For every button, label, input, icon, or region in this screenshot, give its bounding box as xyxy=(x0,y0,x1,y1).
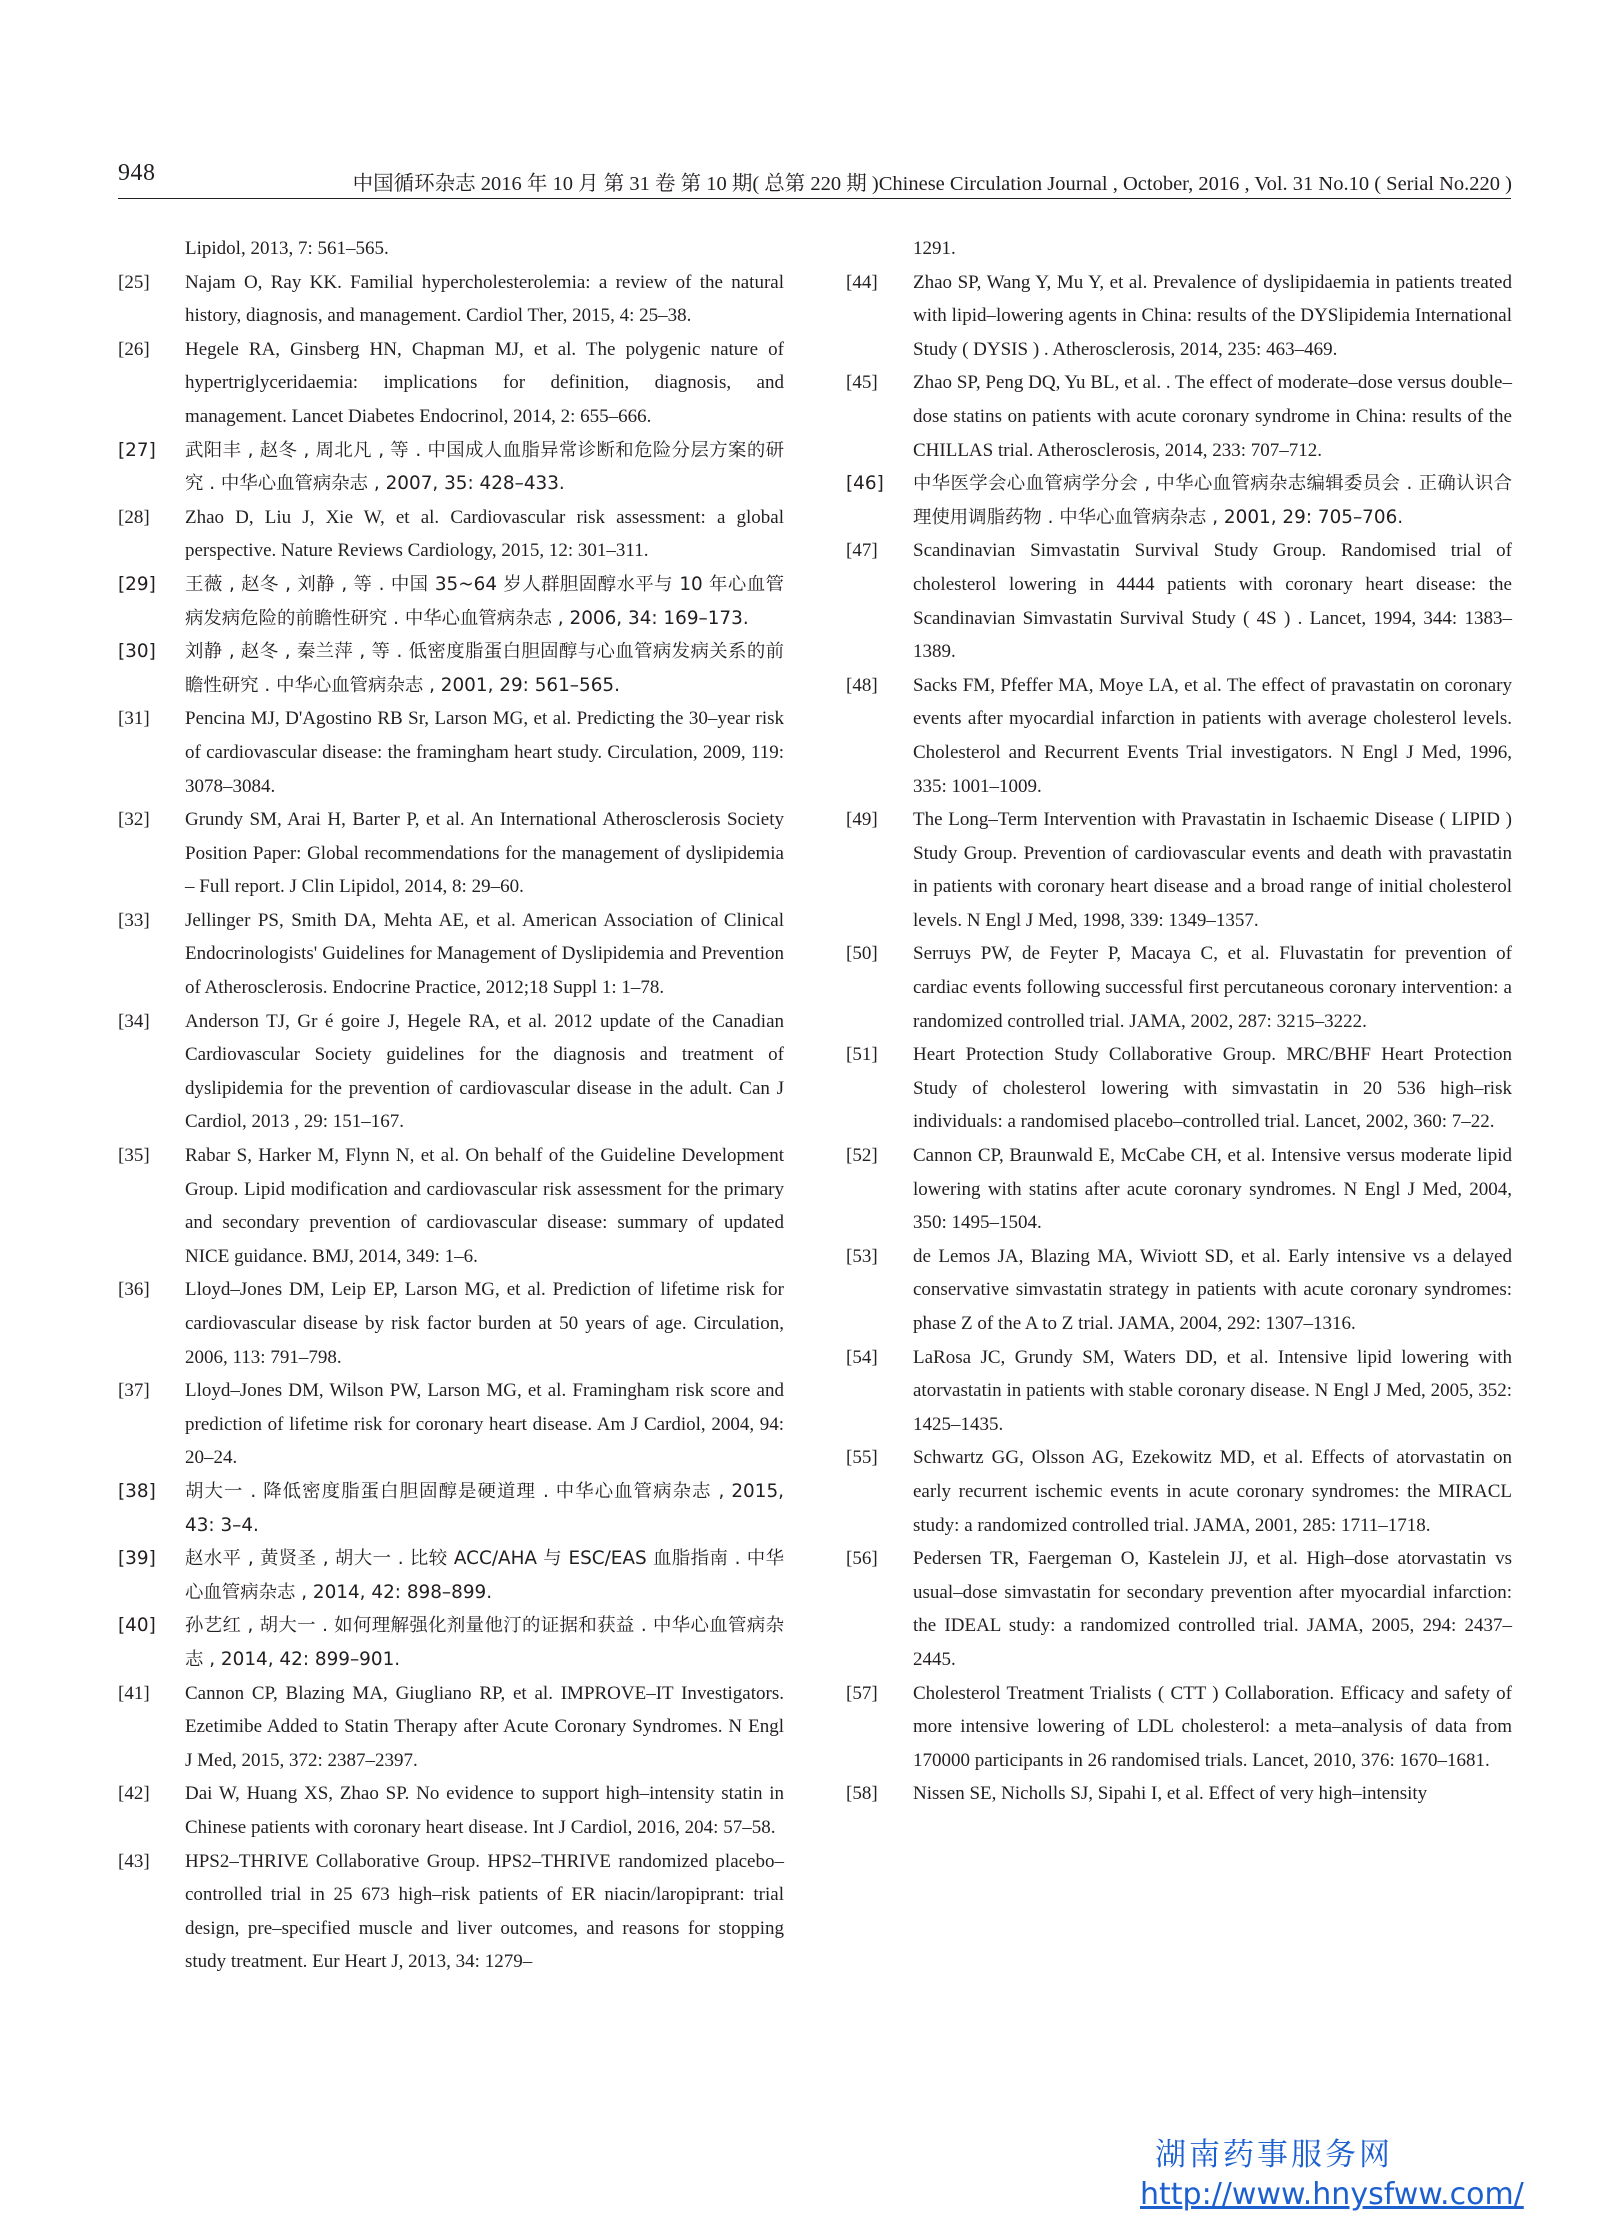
reference-text: Anderson TJ, Gr é goire J, Hegele RA, et al. 2012 update of the Canadian Cardiovascular Society guidelines for the diagnosis and treatment of dyslipidemia for the prevention of cardiovascular disease in the adult. Can J Cardiol, 2013 , 29: 151–167. xyxy=(185,1010,784,1133)
reference-entry xyxy=(846,669,1512,803)
reference-text: Cannon CP, Braunwald E, McCabe CH, et al. Intensive versus moderate lipid lowering with statins after acute coronary syndromes. N Engl J Med, 2004, 350: 1495–1504. xyxy=(913,1145,1512,1234)
reference-entry xyxy=(118,635,784,702)
reference-entry xyxy=(118,1374,784,1475)
reference-entry xyxy=(118,434,784,501)
reference-number: [47] xyxy=(846,540,878,562)
reference-text: Serruys PW, de Feyter P, Macaya C, et al. Fluvastatin for prevention of cardiac events following successful first percutaneous coronary intervention: a randomized controlled trial. JAMA, 2002, 287: 3215–3222. xyxy=(913,943,1512,1032)
reference-entry xyxy=(118,1677,784,1778)
watermark-site-name: 湖南药事服务网 xyxy=(1155,2137,1393,2173)
reference-number: [33] xyxy=(118,909,150,931)
reference-entry xyxy=(118,1845,784,1979)
watermark-url: http://www.hnysfww.com/ xyxy=(1140,2177,1524,2212)
reference-number: [52] xyxy=(846,1145,878,1167)
reference-text: Nissen SE, Nicholls SJ, Sipahi I, et al. Effect of very high–intensity xyxy=(913,1783,1428,1805)
reference-text: Lloyd–Jones DM, Wilson PW, Larson MG, et al. Framingham risk score and prediction of lifetime risk for coronary heart disease. Am J Cardiol, 2004, 94: 20–24. xyxy=(185,1380,784,1469)
reference-entry xyxy=(118,232,784,266)
reference-number: [57] xyxy=(846,1682,878,1704)
reference-entry xyxy=(846,534,1512,668)
reference-text: Heart Protection Study Collaborative Group. MRC/BHF Heart Protection Study of cholesterol lowering with simvastatin in 20 536 high–risk individuals: a randomised placebo–controlled trial. Lancet, 2002, 360: 7–22. xyxy=(913,1044,1512,1133)
reference-number: [37] xyxy=(118,1380,150,1402)
reference-number: [27] xyxy=(118,439,156,461)
reference-number: [31] xyxy=(118,708,150,730)
reference-entry xyxy=(118,702,784,803)
reference-text: Lipidol, 2013, 7: 561–565. xyxy=(185,238,389,259)
reference-text: Rabar S, Harker M, Flynn N, et al. On behalf of the Guideline Development Group. Lipid modification and cardiovascular risk assessment for the primary and secondary prevention of cardiovascular disease: summary of updated NICE guidance. BMJ, 2014, 349: 1–6. xyxy=(185,1145,784,1267)
reference-number: [56] xyxy=(846,1548,878,1570)
reference-entry xyxy=(118,568,784,635)
reference-entry xyxy=(118,266,784,333)
reference-number: [29] xyxy=(118,573,156,595)
reference-number: [35] xyxy=(118,1145,150,1167)
reference-entry xyxy=(846,1542,1512,1676)
reference-text: de Lemos JA, Blazing MA, Wiviott SD, et al. Early intensive vs a delayed conservative simvastatin strategy in patients with acute coronary syndromes: phase Z of the A to Z trial. JAMA, 2004, 292: 1307–1316. xyxy=(913,1245,1512,1334)
reference-entry xyxy=(846,266,1512,367)
reference-text: Grundy SM, Arai H, Barter P, et al. An International Atherosclerosis Society Position Paper: Global recommendations for the management of dyslipidemia – Full report. J Clin Lipidol, 2014, 8: 29–60. xyxy=(185,809,784,898)
reference-entry xyxy=(846,803,1512,937)
reference-text: 赵水平 , 黄贤圣 , 胡大一 . 比较 ACC/AHA 与 ESC/EAS 血脂指南 . 中华心血管病杂志 , 2014, 42: 898–899. xyxy=(185,1548,784,1603)
running-header: 中国循环杂志 2016 年 10 月 第 31 卷 第 10 期( 总第 220 期 )Chinese Circulation Journal , October, 2016 , Vol. 31 No.10 ( Serial No.220 ) xyxy=(352,173,1512,195)
reference-text: Lloyd–Jones DM, Leip EP, Larson MG, et al. Prediction of lifetime risk for cardiovascular disease by risk factor burden at 50 years of age. Circulation, 2006, 113: 791–798. xyxy=(185,1279,784,1368)
reference-text: Jellinger PS, Smith DA, Mehta AE, et al. American Association of Clinical Endocrinologists' Guidelines for Management of Dyslipidemia and Prevention of Atherosclerosis. Endocrine Practice, 2012;18 Suppl 1: 1–78. xyxy=(185,909,784,999)
reference-text: Najam O, Ray KK. Familial hypercholesterolemia: a review of the natural history, diagnosis, and management. Cardiol Ther, 2015, 4: 25–38. xyxy=(185,271,784,327)
reference-number: [45] xyxy=(846,372,878,394)
reference-number: [53] xyxy=(846,1245,878,1267)
reference-entry xyxy=(118,1005,784,1139)
reference-entry xyxy=(118,803,784,904)
reference-entry xyxy=(118,1273,784,1374)
reference-text: Schwartz GG, Olsson AG, Ezekowitz MD, et al. Effects of atorvastatin on early recurrent ischemic events in acute coronary syndromes: the MIRACL study: a randomized controlled trial. JAMA, 2001, 285: 1711–1718. xyxy=(913,1447,1512,1536)
reference-number: [34] xyxy=(118,1010,150,1032)
page-number: 948 xyxy=(118,160,156,186)
reference-number: [36] xyxy=(118,1279,150,1301)
reference-number: [41] xyxy=(118,1682,150,1704)
reference-entry xyxy=(846,1240,1512,1341)
reference-text: 王薇 , 赵冬 , 刘静 , 等 . 中国 35~64 岁人群胆固醇水平与 10 年心血管病发病危险的前瞻性研究 . 中华心血管病杂志 , 2006, 34: 169–173. xyxy=(185,573,784,629)
reference-number: [49] xyxy=(846,809,878,831)
references-left-column xyxy=(118,232,784,1979)
reference-entry xyxy=(846,937,1512,1038)
reference-number: [51] xyxy=(846,1044,878,1066)
reference-number: [58] xyxy=(846,1783,878,1805)
reference-number: [30] xyxy=(118,641,156,663)
reference-number: [42] xyxy=(118,1783,150,1805)
reference-text: Sacks FM, Pfeffer MA, Moye LA, et al. The effect of pravastatin on coronary events after myocardial infarction in patients with average cholesterol levels. Cholesterol and Recurrent Events Trial investigators. N Engl J Med, 1996, 335: 1001–1009. xyxy=(913,674,1512,797)
reference-text: Hegele RA, Ginsberg HN, Chapman MJ, et al. The polygenic nature of hypertriglyceridaemia: implications for definition, diagnosis, and management. Lancet Diabetes Endocrinol, 2014, 2: 655–666. xyxy=(185,338,784,427)
reference-number: [44] xyxy=(846,271,878,293)
reference-number: [28] xyxy=(118,506,150,528)
header-rule xyxy=(118,198,1511,199)
reference-number: [26] xyxy=(118,338,150,360)
reference-text: Scandinavian Simvastatin Survival Study Group. Randomised trial of cholesterol lowering in 4444 patients with coronary heart disease: the Scandinavian Simvastatin Survival Study ( 4S ) . Lancet, 1994, 344: 1383–1389. xyxy=(913,540,1512,663)
reference-entry xyxy=(118,1777,784,1844)
reference-number: [40] xyxy=(118,1615,156,1637)
reference-text: Zhao SP, Peng DQ, Yu BL, et al. . The effect of moderate–dose versus double–dose statins on patients with acute coronary syndrome in China: results of the CHILLAS trial. Atherosclerosis, 2014, 233: 707–712. xyxy=(913,372,1512,461)
reference-text: 1291. xyxy=(913,238,956,259)
reference-entry xyxy=(846,467,1512,534)
reference-entry xyxy=(118,1542,784,1609)
reference-text: Dai W, Huang XS, Zhao SP. No evidence to support high–intensity statin in Chinese patients with coronary heart disease. Int J Cardiol, 2016, 204: 57–58. xyxy=(185,1783,784,1838)
reference-number: [32] xyxy=(118,809,150,831)
reference-entry xyxy=(846,1139,1512,1240)
reference-text: LaRosa JC, Grundy SM, Waters DD, et al. Intensive lipid lowering with atorvastatin in patients with stable coronary disease. N Engl J Med, 2005, 352: 1425–1435. xyxy=(913,1346,1512,1435)
reference-entry xyxy=(118,904,784,1005)
reference-text: Pedersen TR, Faergeman O, Kastelein JJ, et al. High–dose atorvastatin vs usual–dose simvastatin for secondary prevention after myocardial infarction: the IDEAL study: a randomized controlled trial. JAMA, 2005, 294: 2437–2445. xyxy=(913,1548,1512,1670)
reference-entry xyxy=(118,1139,784,1273)
reference-text: 中华医学会心血管病学分会 , 中华心血管病杂志编辑委员会 . 正确认识合理使用调脂药物 . 中华心血管病杂志 , 2001, 29: 705–706. xyxy=(913,473,1512,528)
reference-text: Cholesterol Treatment Trialists ( CTT ) Collaboration. Efficacy and safety of more intensive lowering of LDL cholesterol: a meta–analysis of data from 170000 participants in 26 randomised trials. Lancet, 2010, 376: 1670–1681. xyxy=(913,1682,1512,1771)
reference-entry xyxy=(846,1341,1512,1442)
reference-number: [55] xyxy=(846,1447,878,1469)
reference-text: 武阳丰 , 赵冬 , 周北凡 , 等 . 中国成人血脂异常诊断和危险分层方案的研究 . 中华心血管病杂志 , 2007, 35: 428–433. xyxy=(185,439,784,495)
reference-text: 刘静 , 赵冬 , 秦兰萍 , 等 . 低密度脂蛋白胆固醇与心血管病发病关系的前瞻性研究 . 中华心血管病杂志 , 2001, 29: 561–565. xyxy=(185,641,784,696)
reference-text: Zhao D, Liu J, Xie W, et al. Cardiovascular risk assessment: a global perspective. Nature Reviews Cardiology, 2015, 12: 301–311. xyxy=(185,506,784,562)
reference-text: 孙艺红 , 胡大一 . 如何理解强化剂量他汀的证据和获益 . 中华心血管病杂志 , 2014, 42: 899–901. xyxy=(185,1615,784,1670)
reference-entry xyxy=(846,1038,1512,1139)
reference-number: [54] xyxy=(846,1346,878,1368)
watermark xyxy=(1140,2135,1524,2215)
reference-entry xyxy=(846,1677,1512,1778)
reference-text: Cannon CP, Blazing MA, Giugliano RP, et al. IMPROVE–IT Investigators. Ezetimibe Added to Statin Therapy after Acute Coronary Syndromes. N Engl J Med, 2015, 372: 2387–2397. xyxy=(185,1682,784,1771)
reference-number: [43] xyxy=(118,1850,150,1872)
reference-text: HPS2–THRIVE Collaborative Group. HPS2–THRIVE randomized placebo–controlled trial in 25 673 high–risk patients of ER niacin/laropiprant: trial design, pre–specified muscle and liver outcomes, and reasons for stopping study treatment. Eur Heart J, 2013, 34: 1279– xyxy=(185,1850,784,1973)
reference-entry xyxy=(846,1777,1512,1811)
reference-entry xyxy=(118,501,784,568)
reference-number: [39] xyxy=(118,1548,156,1570)
reference-text: Zhao SP, Wang Y, Mu Y, et al. Prevalence of dyslipidaemia in patients treated with lipid–lowering agents in China: results of the DYSlipidemia International Study ( DYSIS ) . Atherosclerosis, 2014, 235: 463–469. xyxy=(913,271,1512,360)
reference-entry xyxy=(118,1475,784,1542)
reference-text: The Long–Term Intervention with Pravastatin in Ischaemic Disease ( LIPID ) Study Group. Prevention of cardiovascular events and death with pravastatin in patients with coronary heart disease and a broad range of initial cholesterol levels. N Engl J Med, 1998, 339: 1349–1357. xyxy=(913,809,1512,931)
reference-text: Pencina MJ, D'Agostino RB Sr, Larson MG, et al. Predicting the 30–year risk of cardiovascular disease: the framingham heart study. Circulation, 2009, 119: 3078–3084. xyxy=(185,708,784,797)
reference-entry xyxy=(846,1441,1512,1542)
reference-text: 胡大一 . 降低密度脂蛋白胆固醇是硬道理 . 中华心血管病杂志 , 2015, 43: 3–4. xyxy=(185,1480,784,1536)
reference-entry xyxy=(118,333,784,434)
reference-entry xyxy=(118,1609,784,1676)
reference-number: [50] xyxy=(846,943,878,965)
reference-number: [38] xyxy=(118,1480,156,1502)
reference-number: [25] xyxy=(118,271,150,293)
references-right-column xyxy=(846,232,1512,1811)
reference-number: [48] xyxy=(846,674,878,696)
reference-entry xyxy=(846,232,1512,266)
reference-number: [46] xyxy=(846,473,884,495)
reference-entry xyxy=(846,366,1512,467)
